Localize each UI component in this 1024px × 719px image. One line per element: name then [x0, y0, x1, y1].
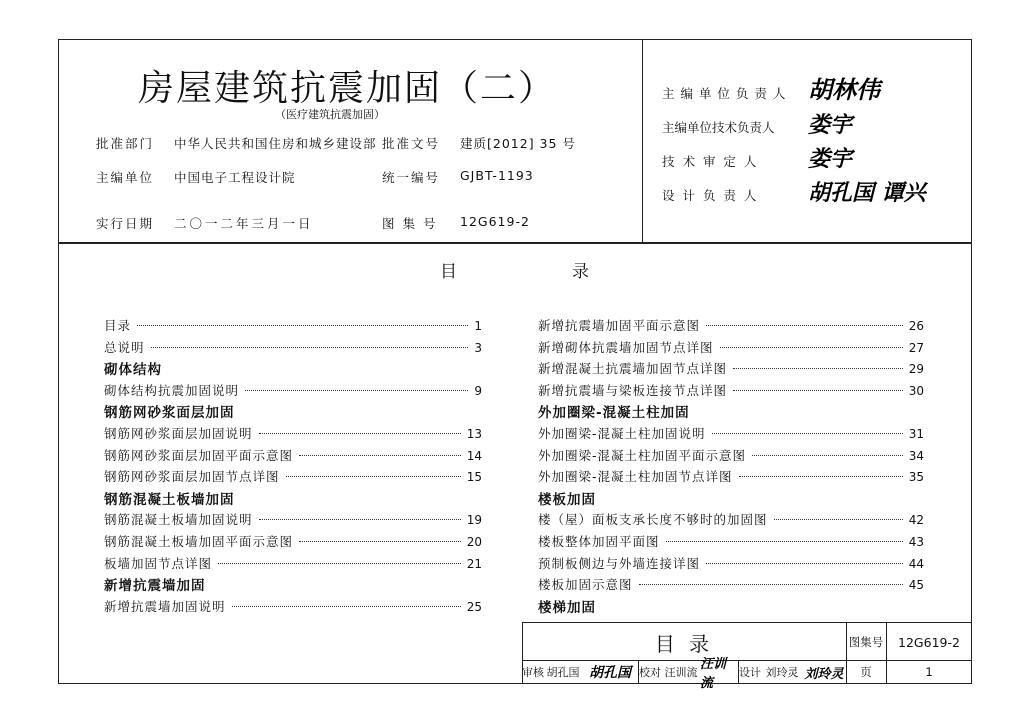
toc-section-heading: 砌体结构 — [104, 362, 162, 379]
editor-unit-value: 中国电子工程设计院 — [174, 170, 296, 185]
toc-entry-label: 板墙加固节点详图 — [104, 555, 213, 571]
toc-leader-dots — [245, 390, 468, 391]
title-block-atlas-no-value: 12G619-2 — [898, 634, 960, 650]
toc-entry — [104, 338, 482, 356]
toc-leader-dots — [733, 368, 903, 369]
approval-doc-value: 建质[2012] 35 号 — [460, 136, 576, 151]
toc-entry-page: 21 — [466, 556, 482, 571]
toc-entry-page: 1 — [474, 319, 482, 333]
toc-leader-dots — [666, 541, 903, 542]
toc-entry — [104, 424, 482, 442]
toc-entry-label: 钢筋网砂浆面层加固说明 — [104, 426, 253, 441]
title-block-designer-signature: 刘玲灵 — [804, 666, 844, 682]
toc-entry — [104, 467, 482, 485]
toc-leader-dots — [774, 519, 903, 520]
toc-entry-page: 9 — [474, 383, 482, 398]
toc-entry-page: 15 — [466, 470, 482, 485]
toc-entry-label: 新增砌体抗震墙加固节点详图 — [538, 339, 714, 355]
toc-entry-label: 钢筋混凝土板墙加固说明 — [104, 512, 253, 528]
toc-entry — [104, 597, 482, 615]
unified-no-value: GJBT-1193 — [460, 168, 534, 183]
toc-entry-page: 31 — [908, 427, 924, 441]
toc-entry — [538, 510, 924, 528]
title-block-page-value: 1 — [925, 665, 933, 679]
toc-entry-label: 新增抗震墙加固说明 — [104, 598, 226, 614]
role-approver-signature: 娄宇 — [808, 146, 853, 172]
toc-entry — [104, 381, 482, 399]
toc-entry-page: 25 — [466, 599, 482, 614]
toc-leader-dots — [137, 325, 468, 326]
toc-leader-dots — [151, 347, 469, 348]
toc-section-heading: 楼梯加固 — [538, 599, 596, 616]
effective-date-value: 二〇一二年三月一日 — [174, 216, 314, 231]
toc-entry-label: 总说明 — [104, 339, 145, 355]
toc-entry-page: 14 — [466, 448, 482, 463]
toc-entry — [104, 554, 482, 572]
toc-entry-page: 3 — [474, 340, 482, 355]
title-block-page-label: 页 — [860, 665, 872, 679]
toc-leader-dots — [752, 455, 903, 456]
toc-section-heading: 钢筋网砂浆面层加固 — [104, 405, 235, 422]
atlas-subtitle: （医疗建筑抗震加固） — [275, 108, 385, 121]
toc-title-right: 录 — [572, 262, 589, 282]
header-divider — [58, 242, 972, 244]
effective-date-label: 实行日期 — [96, 216, 155, 231]
header-vertical-divider — [642, 39, 643, 242]
toc-entry — [104, 510, 482, 528]
toc-section-heading: 新增抗震墙加固 — [104, 578, 206, 595]
title-block-reviewer-name: 胡孔国 — [546, 666, 580, 679]
title-block-design-label: 设计 — [739, 666, 761, 679]
title-block-review-label: 审核 — [522, 666, 544, 679]
title-block-checker-name: 汪训流 — [664, 666, 698, 679]
toc-entry-label: 楼（屋）面板支承长度不够时的加固图 — [538, 512, 768, 528]
toc-entry — [104, 446, 482, 464]
title-block-checker-signature: 汪训流 — [700, 657, 727, 691]
toc-leader-dots — [639, 584, 903, 585]
toc-leader-dots — [720, 347, 903, 348]
toc-leader-dots — [299, 455, 461, 456]
toc-entry-label: 楼板加固示意图 — [538, 577, 633, 593]
toc-entry-page: 35 — [908, 470, 924, 485]
toc-entry-label: 新增抗震墙加固平面示意图 — [538, 318, 701, 333]
toc-entry-page: 42 — [908, 513, 924, 528]
toc-entry — [538, 359, 924, 377]
toc-leader-dots — [218, 563, 461, 564]
toc-entry-label: 外加圈梁-混凝土柱加固说明 — [538, 426, 706, 441]
toc-entry-label: 钢筋网砂浆面层加固节点详图 — [104, 469, 280, 485]
role-chief-unit-head-label: 主 编 单 位 负 责 人 — [662, 86, 787, 101]
toc-title-left: 目 — [440, 262, 457, 282]
toc-leader-dots — [299, 541, 461, 542]
toc-leader-dots — [706, 563, 903, 564]
toc-entry — [538, 554, 924, 572]
atlas-title: 房屋建筑抗震加固（二） — [138, 68, 557, 109]
toc-entry — [538, 446, 924, 464]
toc-section-heading: 钢筋混凝土板墙加固 — [104, 491, 235, 508]
toc-entry-page: 44 — [908, 556, 924, 571]
toc-leader-dots — [259, 519, 461, 520]
toc-leader-dots — [739, 476, 903, 477]
approval-dept-label: 批准部门 — [96, 136, 155, 151]
toc-entry-label: 砌体结构抗震加固说明 — [104, 382, 240, 398]
title-block-reviewer-signature: 胡孔国 — [589, 665, 631, 681]
toc-leader-dots — [286, 476, 461, 477]
toc-section-heading: 楼板加固 — [538, 491, 596, 508]
toc-entry-page: 27 — [908, 340, 924, 355]
toc-entry — [538, 424, 924, 442]
toc-entry — [538, 316, 924, 334]
toc-entry — [538, 467, 924, 485]
toc-entry-label: 新增抗震墙与梁板连接节点详图 — [538, 382, 728, 398]
toc-entry-label: 目录 — [104, 318, 132, 333]
title-block-drawing-title: 目 录 — [654, 631, 714, 656]
toc-entry-label: 新增混凝土抗震墙加固节点详图 — [538, 361, 728, 377]
role-approver-label: 技 术 审 定 人 — [662, 154, 759, 169]
atlas-no-label: 图 集 号 — [382, 216, 438, 231]
toc-entry-label: 钢筋网砂浆面层加固平面示意图 — [104, 447, 294, 463]
toc-leader-dots — [232, 606, 461, 607]
toc-entry-page: 30 — [908, 383, 924, 398]
role-chief-unit-head-signature: 胡林伟 — [808, 75, 880, 104]
toc-leader-dots — [259, 433, 461, 434]
title-block-atlas-no-label: 图集号 — [848, 635, 884, 649]
toc-entry-label: 楼板整体加固平面图 — [538, 534, 660, 549]
role-design-head-label: 设 计 负 责 人 — [662, 188, 759, 203]
toc-entry-page: 19 — [466, 513, 482, 528]
toc-entry-page: 45 — [908, 578, 924, 593]
toc-entry-page: 13 — [466, 427, 482, 441]
editor-unit-label: 主编单位 — [96, 170, 155, 185]
toc-entry-page: 20 — [466, 535, 482, 549]
toc-leader-dots — [706, 325, 903, 326]
toc-entry — [538, 575, 924, 593]
toc-entry — [538, 338, 924, 356]
toc-entry-label: 预制板侧边与外墙连接详图 — [538, 555, 701, 571]
toc-leader-dots — [712, 433, 903, 434]
toc-entry-label: 外加圈梁-混凝土柱加固平面示意图 — [538, 447, 747, 463]
toc-entry — [104, 532, 482, 550]
toc-entry-page: 26 — [908, 319, 924, 333]
toc-entry — [538, 532, 924, 550]
unified-no-label: 统一编号 — [382, 170, 441, 185]
toc-section-heading: 外加圈梁-混凝土柱加固 — [538, 405, 690, 422]
toc-entry-page: 29 — [908, 362, 924, 377]
role-tech-head-signature: 娄宇 — [808, 112, 853, 138]
toc-entry-page: 34 — [908, 448, 924, 463]
toc-entry — [104, 316, 482, 334]
toc-leader-dots — [733, 390, 903, 391]
toc-entry-label: 外加圈梁-混凝土柱加固节点详图 — [538, 469, 733, 485]
approval-dept-value: 中华人民共和国住房和城乡建设部 — [174, 136, 377, 151]
role-design-head-signature: 胡孔国 谭兴 — [808, 180, 926, 206]
toc-entry — [538, 381, 924, 399]
role-tech-head-label: 主编单位技术负责人 — [662, 120, 775, 135]
title-block-check-label: 校对 — [639, 666, 661, 679]
atlas-no-value: 12G619-2 — [460, 214, 530, 229]
toc-entry-page: 43 — [908, 535, 924, 549]
toc-entry-label: 钢筋混凝土板墙加固平面示意图 — [104, 534, 294, 549]
title-block-designer-name: 刘玲灵 — [765, 666, 799, 679]
approval-doc-label: 批准文号 — [382, 136, 441, 151]
